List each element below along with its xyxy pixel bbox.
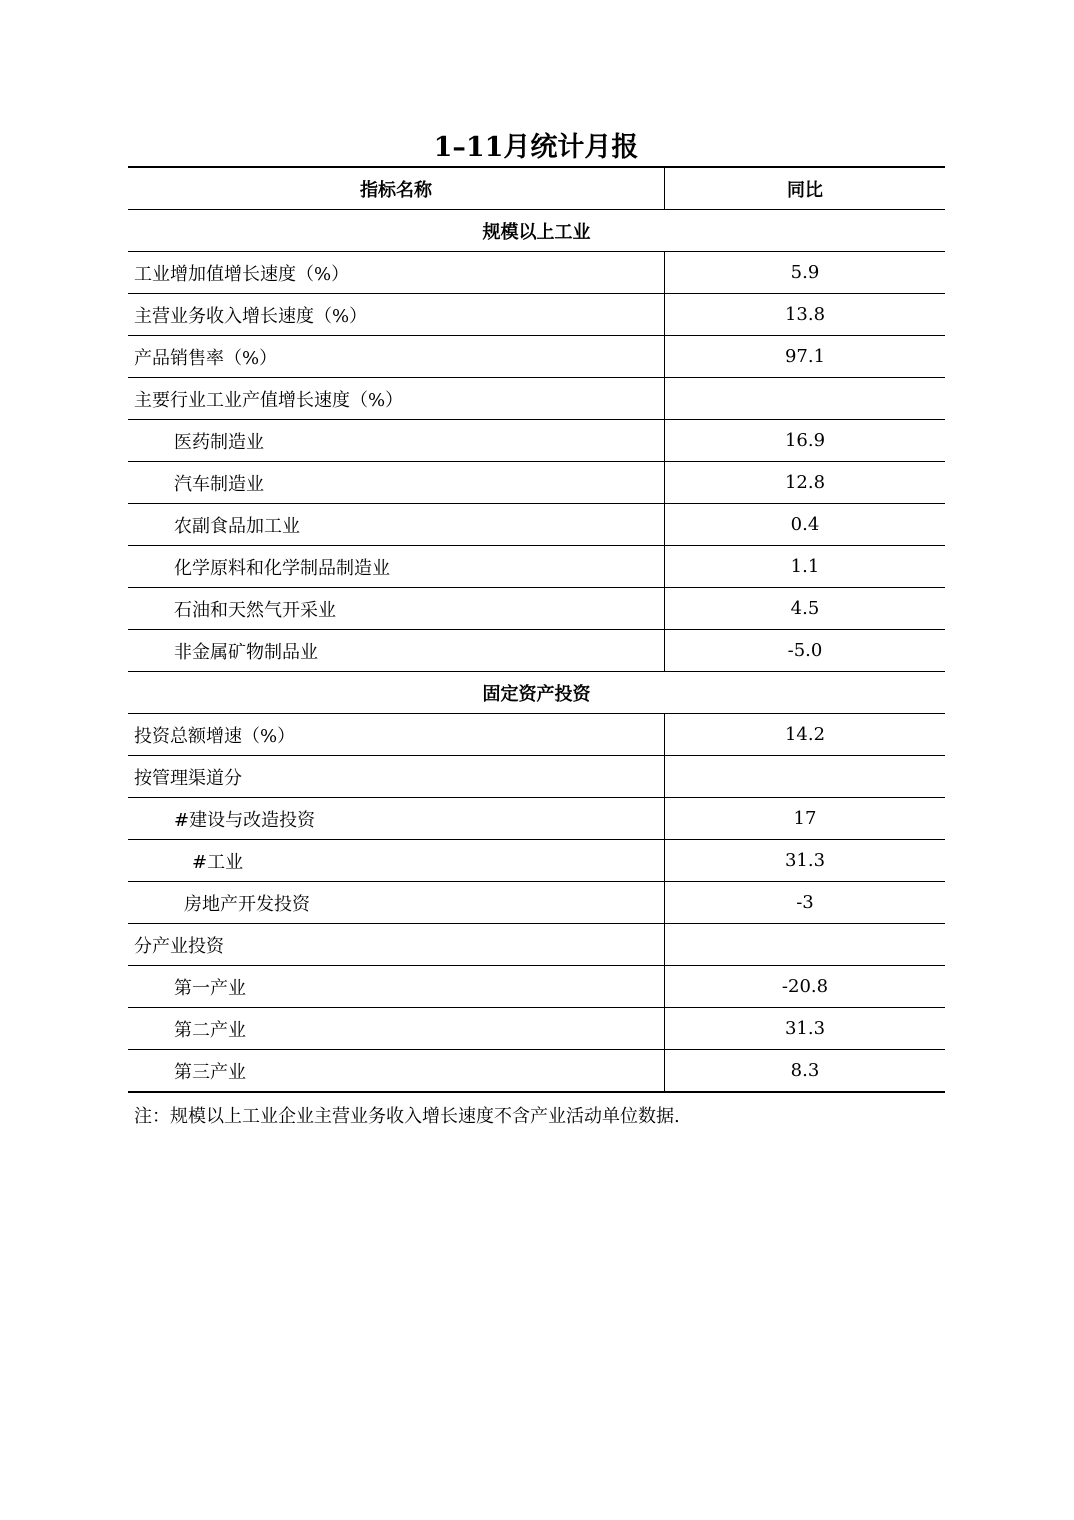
row-value: 14.2 (665, 714, 946, 756)
row-label: 第三产业 (128, 1050, 665, 1093)
table-row (128, 462, 945, 504)
table-row (128, 882, 945, 924)
row-label: 主要行业工业产值增长速度（%） (128, 378, 665, 420)
table-header-row (128, 167, 945, 210)
row-label: 汽车制造业 (128, 462, 665, 504)
row-label: 医药制造业 (128, 420, 665, 462)
table-row (128, 378, 945, 420)
row-value: -5.0 (665, 630, 946, 672)
section-title: 固定资产投资 (128, 672, 945, 714)
table-row (128, 504, 945, 546)
statistics-table (128, 166, 945, 1093)
row-value: 97.1 (665, 336, 946, 378)
row-label: 工业增加值增长速度（%） (128, 252, 665, 294)
table-row (128, 1008, 945, 1050)
row-value (665, 756, 946, 798)
header-yoy: 同比 (665, 167, 946, 210)
table-row (128, 798, 945, 840)
table-row (128, 252, 945, 294)
row-value: 13.8 (665, 294, 946, 336)
section-row-industry (128, 210, 945, 252)
row-value: 8.3 (665, 1050, 946, 1093)
header-indicator-name: 指标名称 (128, 167, 665, 210)
row-label: 非金属矿物制品业 (128, 630, 665, 672)
table-row (128, 630, 945, 672)
row-label: 分产业投资 (128, 924, 665, 966)
table-row (128, 420, 945, 462)
row-value: 31.3 (665, 840, 946, 882)
table-row (128, 966, 945, 1008)
row-label: 农副食品加工业 (128, 504, 665, 546)
row-label: 石油和天然气开采业 (128, 588, 665, 630)
row-value: 1.1 (665, 546, 946, 588)
table-row (128, 924, 945, 966)
row-label: #建设与改造投资 (128, 798, 665, 840)
table-row (128, 756, 945, 798)
table-row (128, 840, 945, 882)
row-value (665, 924, 946, 966)
row-value: 17 (665, 798, 946, 840)
row-label: 投资总额增速（%） (128, 714, 665, 756)
section-title: 规模以上工业 (128, 210, 945, 252)
row-label: 产品销售率（%） (128, 336, 665, 378)
section-row-fixed-assets (128, 672, 945, 714)
row-value: 5.9 (665, 252, 946, 294)
page-title: 1–11月统计月报 (433, 132, 639, 163)
row-label: #工业 (128, 840, 665, 882)
row-value: 0.4 (665, 504, 946, 546)
table-row (128, 714, 945, 756)
row-value (665, 378, 946, 420)
row-value: 12.8 (665, 462, 946, 504)
row-value: 4.5 (665, 588, 946, 630)
table-row (128, 588, 945, 630)
row-label: 第二产业 (128, 1008, 665, 1050)
row-label: 按管理渠道分 (128, 756, 665, 798)
row-label: 化学原料和化学制品制造业 (128, 546, 665, 588)
row-value: 31.3 (665, 1008, 946, 1050)
row-value: 16.9 (665, 420, 946, 462)
footnote: 注：规模以上工业企业主营业务收入增长速度不含产业活动单位数据. (134, 1106, 680, 1127)
row-label: 房地产开发投资 (128, 882, 665, 924)
row-value: -20.8 (665, 966, 946, 1008)
table-row (128, 546, 945, 588)
table-row (128, 336, 945, 378)
table-row (128, 1050, 945, 1093)
row-value: -3 (665, 882, 946, 924)
row-label: 第一产业 (128, 966, 665, 1008)
row-label: 主营业务收入增长速度（%） (128, 294, 665, 336)
table-row (128, 294, 945, 336)
